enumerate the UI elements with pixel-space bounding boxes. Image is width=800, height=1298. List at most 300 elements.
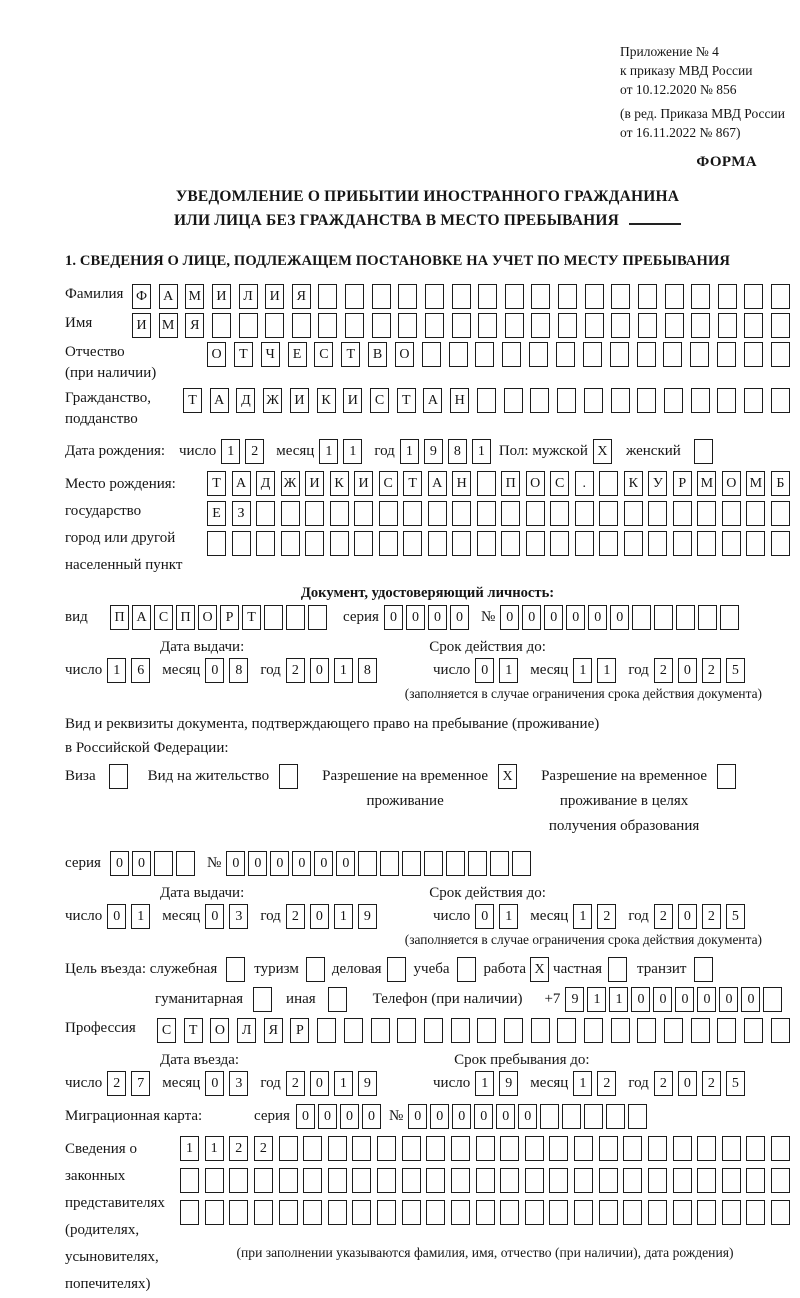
char-box[interactable]: 1 (573, 658, 592, 683)
char-box[interactable]: Р (290, 1018, 309, 1043)
char-box[interactable]: 0 (270, 851, 289, 876)
char-box[interactable] (624, 501, 643, 526)
char-box[interactable]: 2 (597, 904, 616, 929)
char-box[interactable] (377, 1168, 396, 1193)
char-box[interactable] (402, 1136, 421, 1161)
char-box[interactable] (352, 1200, 371, 1225)
char-box[interactable]: О (210, 1018, 229, 1043)
char-box[interactable] (352, 1168, 371, 1193)
char-box[interactable] (279, 1136, 298, 1161)
char-box[interactable] (549, 1200, 568, 1225)
char-box[interactable] (352, 1136, 371, 1161)
char-box[interactable]: 0 (340, 1104, 359, 1129)
char-box[interactable] (746, 1168, 765, 1193)
char-box[interactable]: Т (403, 471, 422, 496)
char-box[interactable]: М (185, 284, 204, 309)
char-box[interactable] (722, 531, 741, 556)
char-box[interactable]: 1 (180, 1136, 199, 1161)
char-box[interactable] (624, 531, 643, 556)
char-box[interactable]: X (593, 439, 612, 464)
char-box[interactable] (476, 1136, 495, 1161)
char-box[interactable] (611, 313, 630, 338)
char-box[interactable]: 0 (428, 605, 447, 630)
char-box[interactable]: 2 (654, 904, 673, 929)
char-box[interactable] (256, 501, 275, 526)
char-box[interactable] (425, 284, 444, 309)
char-box[interactable] (531, 284, 550, 309)
char-box[interactable] (648, 1200, 667, 1225)
char-box[interactable]: С (370, 388, 389, 413)
char-box[interactable] (229, 1200, 248, 1225)
char-box[interactable] (744, 388, 763, 413)
char-box[interactable]: 2 (654, 658, 673, 683)
char-box[interactable] (637, 388, 656, 413)
char-box[interactable]: О (526, 471, 545, 496)
char-box[interactable] (305, 501, 324, 526)
char-box[interactable] (585, 313, 604, 338)
char-box[interactable] (717, 342, 736, 367)
char-box[interactable]: Ж (263, 388, 282, 413)
char-box[interactable]: 1 (587, 987, 606, 1012)
char-box[interactable] (664, 1018, 683, 1043)
char-box[interactable] (468, 851, 487, 876)
char-box[interactable]: Т (234, 342, 253, 367)
char-box[interactable] (673, 531, 692, 556)
char-box[interactable] (558, 313, 577, 338)
char-box[interactable]: Т (341, 342, 360, 367)
char-box[interactable] (610, 342, 629, 367)
char-box[interactable] (229, 1168, 248, 1193)
char-box[interactable] (599, 471, 618, 496)
char-box[interactable] (525, 1168, 544, 1193)
char-box[interactable]: И (343, 388, 362, 413)
char-box[interactable] (722, 1200, 741, 1225)
char-box[interactable] (354, 501, 373, 526)
char-box[interactable]: 1 (472, 439, 491, 464)
char-box[interactable] (372, 313, 391, 338)
char-box[interactable]: Т (207, 471, 226, 496)
char-box[interactable] (606, 1104, 625, 1129)
char-box[interactable] (303, 1200, 322, 1225)
char-box[interactable]: 0 (132, 851, 151, 876)
char-box[interactable] (449, 342, 468, 367)
char-box[interactable]: Я (292, 284, 311, 309)
char-box[interactable]: 0 (610, 605, 629, 630)
char-box[interactable] (531, 1018, 550, 1043)
char-box[interactable] (176, 851, 195, 876)
char-box[interactable]: Я (264, 1018, 283, 1043)
char-box[interactable] (623, 1200, 642, 1225)
char-box[interactable]: М (697, 471, 716, 496)
char-box[interactable] (358, 851, 377, 876)
char-box[interactable] (328, 1136, 347, 1161)
char-box[interactable] (180, 1168, 199, 1193)
char-box[interactable] (109, 764, 128, 789)
char-box[interactable] (398, 284, 417, 309)
char-box[interactable]: 0 (205, 1071, 224, 1096)
char-box[interactable] (239, 313, 258, 338)
char-box[interactable]: 0 (631, 987, 650, 1012)
char-box[interactable]: 8 (229, 658, 248, 683)
char-box[interactable] (628, 1104, 647, 1129)
char-box[interactable] (623, 1168, 642, 1193)
char-box[interactable]: 3 (229, 904, 248, 929)
char-box[interactable]: М (159, 313, 178, 338)
char-box[interactable] (205, 1200, 224, 1225)
char-box[interactable]: 2 (229, 1136, 248, 1161)
char-box[interactable] (476, 1200, 495, 1225)
char-box[interactable] (452, 501, 471, 526)
char-box[interactable] (599, 501, 618, 526)
char-box[interactable]: 9 (358, 1071, 377, 1096)
char-box[interactable] (599, 1168, 618, 1193)
char-box[interactable] (254, 1200, 273, 1225)
char-box[interactable]: 2 (597, 1071, 616, 1096)
char-box[interactable] (676, 605, 695, 630)
char-box[interactable] (512, 851, 531, 876)
char-box[interactable] (328, 1168, 347, 1193)
char-box[interactable]: 0 (475, 904, 494, 929)
char-box[interactable]: К (624, 471, 643, 496)
char-box[interactable]: 0 (452, 1104, 471, 1129)
char-box[interactable] (446, 851, 465, 876)
char-box[interactable] (638, 284, 657, 309)
char-box[interactable]: О (722, 471, 741, 496)
char-box[interactable]: 0 (248, 851, 267, 876)
char-box[interactable] (424, 851, 443, 876)
char-box[interactable] (425, 313, 444, 338)
char-box[interactable]: 0 (110, 851, 129, 876)
char-box[interactable]: Н (452, 471, 471, 496)
char-box[interactable] (663, 342, 682, 367)
char-box[interactable]: 0 (518, 1104, 537, 1129)
char-box[interactable]: 2 (702, 658, 721, 683)
char-box[interactable] (452, 313, 471, 338)
char-box[interactable] (426, 1136, 445, 1161)
char-box[interactable] (403, 531, 422, 556)
char-box[interactable] (531, 313, 550, 338)
char-box[interactable] (746, 531, 765, 556)
char-box[interactable] (718, 313, 737, 338)
char-box[interactable]: X (498, 764, 517, 789)
char-box[interactable] (451, 1018, 470, 1043)
char-box[interactable] (673, 1200, 692, 1225)
char-box[interactable] (475, 342, 494, 367)
char-box[interactable] (697, 1136, 716, 1161)
char-box[interactable]: И (265, 284, 284, 309)
char-box[interactable] (690, 342, 709, 367)
char-box[interactable] (379, 531, 398, 556)
char-box[interactable] (623, 1136, 642, 1161)
char-box[interactable] (771, 501, 790, 526)
char-box[interactable] (574, 1168, 593, 1193)
char-box[interactable] (557, 388, 576, 413)
char-box[interactable] (717, 388, 736, 413)
char-box[interactable]: 0 (430, 1104, 449, 1129)
char-box[interactable] (529, 342, 548, 367)
char-box[interactable]: А (210, 388, 229, 413)
char-box[interactable]: 2 (654, 1071, 673, 1096)
char-box[interactable]: Е (207, 501, 226, 526)
char-box[interactable]: 0 (226, 851, 245, 876)
char-box[interactable]: 0 (310, 904, 329, 929)
char-box[interactable]: 9 (499, 1071, 518, 1096)
char-box[interactable] (585, 284, 604, 309)
char-box[interactable]: 0 (205, 658, 224, 683)
char-box[interactable] (665, 284, 684, 309)
char-box[interactable]: 0 (675, 987, 694, 1012)
char-box[interactable]: 6 (131, 658, 150, 683)
char-box[interactable]: 1 (334, 658, 353, 683)
char-box[interactable]: 9 (358, 904, 377, 929)
char-box[interactable] (451, 1136, 470, 1161)
char-box[interactable] (318, 284, 337, 309)
char-box[interactable] (265, 313, 284, 338)
char-box[interactable] (501, 531, 520, 556)
char-box[interactable] (254, 1168, 273, 1193)
char-box[interactable]: П (176, 605, 195, 630)
char-box[interactable]: Н (450, 388, 469, 413)
char-box[interactable] (397, 1018, 416, 1043)
char-box[interactable] (691, 1018, 710, 1043)
char-box[interactable]: 0 (678, 1071, 697, 1096)
char-box[interactable]: 0 (678, 904, 697, 929)
char-box[interactable] (344, 1018, 363, 1043)
char-box[interactable] (697, 531, 716, 556)
char-box[interactable] (402, 851, 421, 876)
char-box[interactable]: 2 (702, 904, 721, 929)
char-box[interactable]: А (132, 605, 151, 630)
char-box[interactable]: . (575, 471, 594, 496)
char-box[interactable]: Л (237, 1018, 256, 1043)
char-box[interactable] (377, 1136, 396, 1161)
char-box[interactable]: 8 (448, 439, 467, 464)
char-box[interactable]: О (207, 342, 226, 367)
char-box[interactable]: 1 (319, 439, 338, 464)
char-box[interactable]: 5 (726, 904, 745, 929)
char-box[interactable]: Л (239, 284, 258, 309)
char-box[interactable]: В (368, 342, 387, 367)
char-box[interactable] (180, 1200, 199, 1225)
char-box[interactable]: О (395, 342, 414, 367)
char-box[interactable] (558, 284, 577, 309)
char-box[interactable] (253, 987, 272, 1012)
char-box[interactable]: 0 (522, 605, 541, 630)
char-box[interactable] (771, 388, 790, 413)
char-box[interactable]: Р (673, 471, 692, 496)
char-box[interactable] (226, 957, 245, 982)
char-box[interactable]: 1 (573, 1071, 592, 1096)
char-box[interactable]: 0 (296, 1104, 315, 1129)
char-box[interactable] (648, 501, 667, 526)
char-box[interactable] (457, 957, 476, 982)
char-box[interactable] (308, 605, 327, 630)
char-box[interactable] (575, 531, 594, 556)
char-box[interactable] (557, 1018, 576, 1043)
char-box[interactable] (698, 605, 717, 630)
char-box[interactable] (744, 284, 763, 309)
char-box[interactable] (306, 957, 325, 982)
char-box[interactable]: Т (184, 1018, 203, 1043)
char-box[interactable] (476, 1168, 495, 1193)
char-box[interactable]: 5 (726, 1071, 745, 1096)
char-box[interactable]: Б (771, 471, 790, 496)
char-box[interactable]: 1 (334, 904, 353, 929)
char-box[interactable]: А (423, 388, 442, 413)
char-box[interactable] (526, 501, 545, 526)
char-box[interactable] (477, 531, 496, 556)
char-box[interactable]: 0 (406, 605, 425, 630)
char-box[interactable] (664, 388, 683, 413)
char-box[interactable] (718, 284, 737, 309)
char-box[interactable] (599, 1200, 618, 1225)
char-box[interactable] (746, 1136, 765, 1161)
char-box[interactable] (722, 501, 741, 526)
char-box[interactable] (550, 531, 569, 556)
char-box[interactable] (402, 1200, 421, 1225)
char-box[interactable] (345, 313, 364, 338)
char-box[interactable] (744, 342, 763, 367)
char-box[interactable]: 1 (499, 904, 518, 929)
char-box[interactable]: С (550, 471, 569, 496)
char-box[interactable]: 1 (400, 439, 419, 464)
char-box[interactable]: К (330, 471, 349, 496)
char-box[interactable] (540, 1104, 559, 1129)
char-box[interactable] (387, 957, 406, 982)
char-box[interactable] (763, 987, 782, 1012)
char-box[interactable]: 9 (424, 439, 443, 464)
char-box[interactable] (599, 531, 618, 556)
char-box[interactable]: И (290, 388, 309, 413)
char-box[interactable]: 1 (343, 439, 362, 464)
char-box[interactable]: 5 (726, 658, 745, 683)
char-box[interactable] (477, 471, 496, 496)
char-box[interactable] (697, 1200, 716, 1225)
char-box[interactable]: 1 (334, 1071, 353, 1096)
char-box[interactable] (207, 531, 226, 556)
char-box[interactable] (638, 313, 657, 338)
char-box[interactable]: 0 (653, 987, 672, 1012)
char-box[interactable] (303, 1168, 322, 1193)
char-box[interactable] (549, 1168, 568, 1193)
char-box[interactable] (377, 1200, 396, 1225)
char-box[interactable] (403, 501, 422, 526)
char-box[interactable] (583, 342, 602, 367)
char-box[interactable] (771, 1200, 790, 1225)
char-box[interactable] (637, 342, 656, 367)
char-box[interactable]: Я (185, 313, 204, 338)
char-box[interactable]: П (501, 471, 520, 496)
char-box[interactable]: П (110, 605, 129, 630)
char-box[interactable] (648, 531, 667, 556)
char-box[interactable]: 0 (408, 1104, 427, 1129)
char-box[interactable]: 0 (310, 658, 329, 683)
char-box[interactable] (303, 1136, 322, 1161)
char-box[interactable] (771, 342, 790, 367)
char-box[interactable] (379, 501, 398, 526)
char-box[interactable]: 0 (205, 904, 224, 929)
char-box[interactable] (328, 987, 347, 1012)
char-box[interactable] (451, 1168, 470, 1193)
char-box[interactable]: 0 (314, 851, 333, 876)
char-box[interactable]: 9 (565, 987, 584, 1012)
char-box[interactable] (398, 313, 417, 338)
char-box[interactable]: 8 (358, 658, 377, 683)
char-box[interactable] (574, 1200, 593, 1225)
char-box[interactable] (691, 313, 710, 338)
char-box[interactable] (478, 284, 497, 309)
char-box[interactable]: 2 (286, 1071, 305, 1096)
char-box[interactable] (694, 957, 713, 982)
char-box[interactable]: 0 (496, 1104, 515, 1129)
char-box[interactable]: Ч (261, 342, 280, 367)
char-box[interactable]: 0 (741, 987, 760, 1012)
char-box[interactable]: 0 (678, 658, 697, 683)
char-box[interactable] (525, 1200, 544, 1225)
char-box[interactable]: 0 (697, 987, 716, 1012)
char-box[interactable] (318, 313, 337, 338)
char-box[interactable] (771, 313, 790, 338)
char-box[interactable] (279, 1200, 298, 1225)
char-box[interactable]: 0 (107, 904, 126, 929)
char-box[interactable] (694, 439, 713, 464)
char-box[interactable]: Т (397, 388, 416, 413)
char-box[interactable]: А (232, 471, 251, 496)
char-box[interactable]: А (159, 284, 178, 309)
char-box[interactable] (505, 313, 524, 338)
char-box[interactable] (279, 1168, 298, 1193)
char-box[interactable]: 0 (566, 605, 585, 630)
char-box[interactable] (292, 313, 311, 338)
char-box[interactable]: Т (183, 388, 202, 413)
char-box[interactable] (451, 1200, 470, 1225)
char-box[interactable] (771, 1168, 790, 1193)
char-box[interactable] (771, 531, 790, 556)
char-box[interactable]: Ж (281, 471, 300, 496)
char-box[interactable]: 0 (544, 605, 563, 630)
char-box[interactable]: 1 (609, 987, 628, 1012)
char-box[interactable] (422, 342, 441, 367)
char-box[interactable] (691, 388, 710, 413)
char-box[interactable] (717, 764, 736, 789)
char-box[interactable]: 0 (588, 605, 607, 630)
char-box[interactable]: И (305, 471, 324, 496)
char-box[interactable] (722, 1136, 741, 1161)
char-box[interactable] (305, 531, 324, 556)
char-box[interactable] (286, 605, 305, 630)
char-box[interactable] (428, 501, 447, 526)
char-box[interactable] (345, 284, 364, 309)
char-box[interactable] (504, 1018, 523, 1043)
char-box[interactable]: 1 (597, 658, 616, 683)
char-box[interactable]: 0 (719, 987, 738, 1012)
char-box[interactable]: 2 (702, 1071, 721, 1096)
char-box[interactable] (402, 1168, 421, 1193)
char-box[interactable]: 0 (500, 605, 519, 630)
char-box[interactable] (771, 1018, 790, 1043)
char-box[interactable] (608, 957, 627, 982)
char-box[interactable] (500, 1168, 519, 1193)
char-box[interactable] (722, 1168, 741, 1193)
char-box[interactable] (372, 284, 391, 309)
char-box[interactable] (330, 531, 349, 556)
char-box[interactable] (317, 1018, 336, 1043)
char-box[interactable] (697, 1168, 716, 1193)
char-box[interactable] (611, 284, 630, 309)
char-box[interactable]: С (314, 342, 333, 367)
char-box[interactable]: 0 (310, 1071, 329, 1096)
char-box[interactable] (526, 531, 545, 556)
